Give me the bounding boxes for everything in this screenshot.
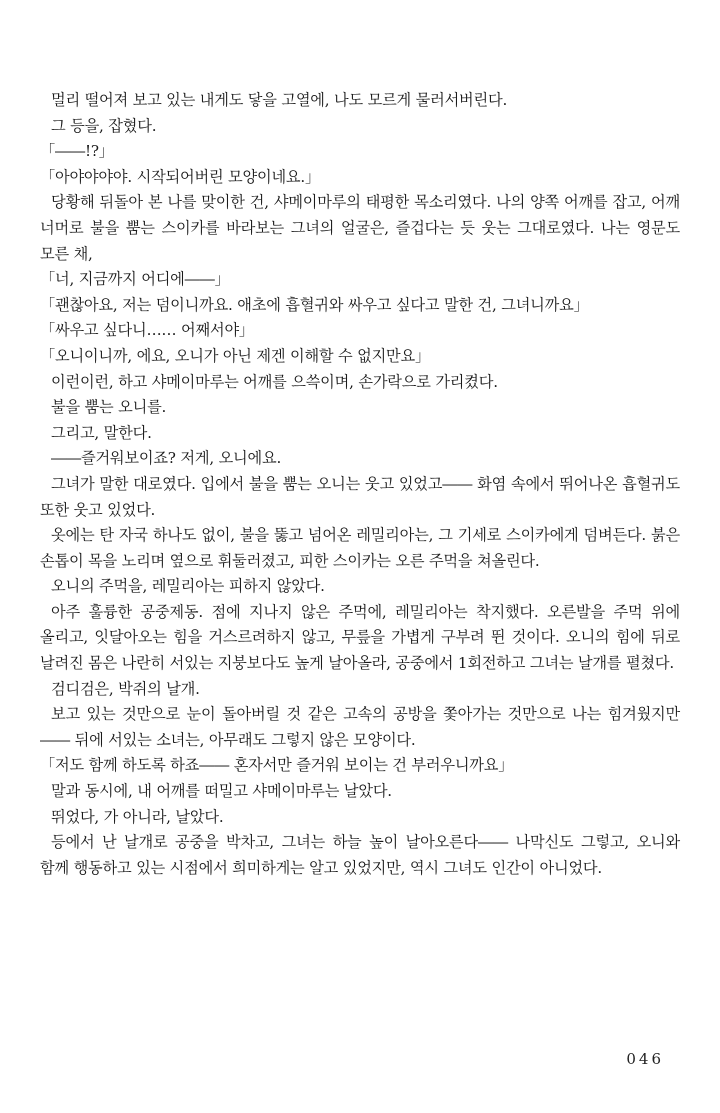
paragraph: 「너, 지금까지 어디에――」 bbox=[40, 270, 230, 289]
paragraph: 검디검은, 박쥐의 날개. bbox=[51, 679, 200, 698]
paragraph: 불을 뿜는 오니를. bbox=[51, 398, 167, 417]
paragraph: 「오니이니까, 에요, 오니가 아닌 제겐 이해할 수 없지만요」 bbox=[40, 346, 430, 365]
paragraph: 뛰었다, 가 아니라, 날았다. bbox=[51, 807, 224, 826]
paragraph: 「괜찮아요, 저는 덤이니까요. 애초에 흡혈귀와 싸우고 싶다고 말한 건, 그녀니까요」 bbox=[40, 295, 589, 314]
paragraph: 보고 있는 것만으로 눈이 돌아버릴 것 같은 고속의 공방을 쫓아가는 것만으로 나는 힘겨웠지만―― 뒤에 서있는 소녀는, 아무래도 그렇지 않은 모양이다. bbox=[40, 705, 680, 749]
paragraph: 아주 훌륭한 공중제동. 점에 지나지 않은 주먹에, 레밀리아는 착지했다. 오른발을 주먹 위에 올리고, 잇달아오는 힘을 거스르려하지 않고, 무릎을 가볍게 구부려 뛴 것이다. 오니의 힘에 뒤로 날려진 몸은 나란히 서있는 지붕보다도 높게 날아올라, 공중에서 1회전하고 그녀는 날개를 펼쳤다. bbox=[40, 602, 680, 673]
paragraph: 「싸우고 싶다니…… 어째서야」 bbox=[40, 321, 254, 340]
paragraph: 그녀가 말한 대로였다. 입에서 불을 뿜는 오니는 웃고 있었고―― 화염 속에서 뛰어나온 흡혈귀도 또한 웃고 있었다. bbox=[40, 474, 680, 519]
paragraph: 「아야야야야. 시작되어버린 모양이네요.」 bbox=[40, 167, 321, 186]
paragraph: 이런이런, 하고 샤메이마루는 어깨를 으쓱이며, 손가락으로 가리켰다. bbox=[51, 372, 498, 391]
paragraph: 당황해 뒤돌아 본 나를 맞이한 건, 샤메이마루의 태평한 목소리였다. 나의 양쪽 어깨를 잡고, 어깨 너머로 불을 뿜는 스이카를 바라보는 그녀의 얼굴은, 즐겁다는 듯 웃는 그대로였다. 나는 영문도 모른 채, bbox=[40, 193, 680, 263]
paragraph: ――즐거워보이죠? 저게, 오니에요. bbox=[51, 449, 282, 468]
page-number: 046 bbox=[626, 1050, 664, 1068]
paragraph: 말과 동시에, 내 어깨를 떠밀고 샤메이마루는 날았다. bbox=[51, 782, 392, 801]
body-text bbox=[40, 88, 680, 881]
paragraph: 「――!?」 bbox=[40, 142, 114, 161]
paragraph: 멀리 떨어져 보고 있는 내게도 닿을 고열에, 나도 모르게 물러서버린다. bbox=[51, 91, 508, 109]
paragraph: 그리고, 말한다. bbox=[51, 423, 152, 442]
paragraph: 옷에는 탄 자국 하나도 없이, 불을 뚫고 넘어온 레밀리아는, 그 기세로 스이카에게 덤벼든다. 붉은 손톱이 목을 노리며 옆으로 휘둘러졌고, 피한 스이카는 오른 주먹을 쳐올린다. bbox=[40, 526, 680, 570]
paragraph: 「저도 함께 하도록 하죠―― 혼자서만 즐거워 보이는 건 부러우니까요」 bbox=[40, 756, 514, 775]
paragraph: 등에서 난 날개로 공중을 박차고, 그녀는 하늘 높이 날아오른다―― 나막신도 그렇고, 오니와 함께 행동하고 있는 시점에서 희미하게는 알고 있었지만, 역시 그녀도 인간이 아니었다. bbox=[40, 833, 680, 877]
paragraph: 그 등을, 잡혔다. bbox=[51, 116, 157, 135]
paragraph: 오니의 주먹을, 레밀리아는 피하지 않았다. bbox=[51, 577, 325, 596]
